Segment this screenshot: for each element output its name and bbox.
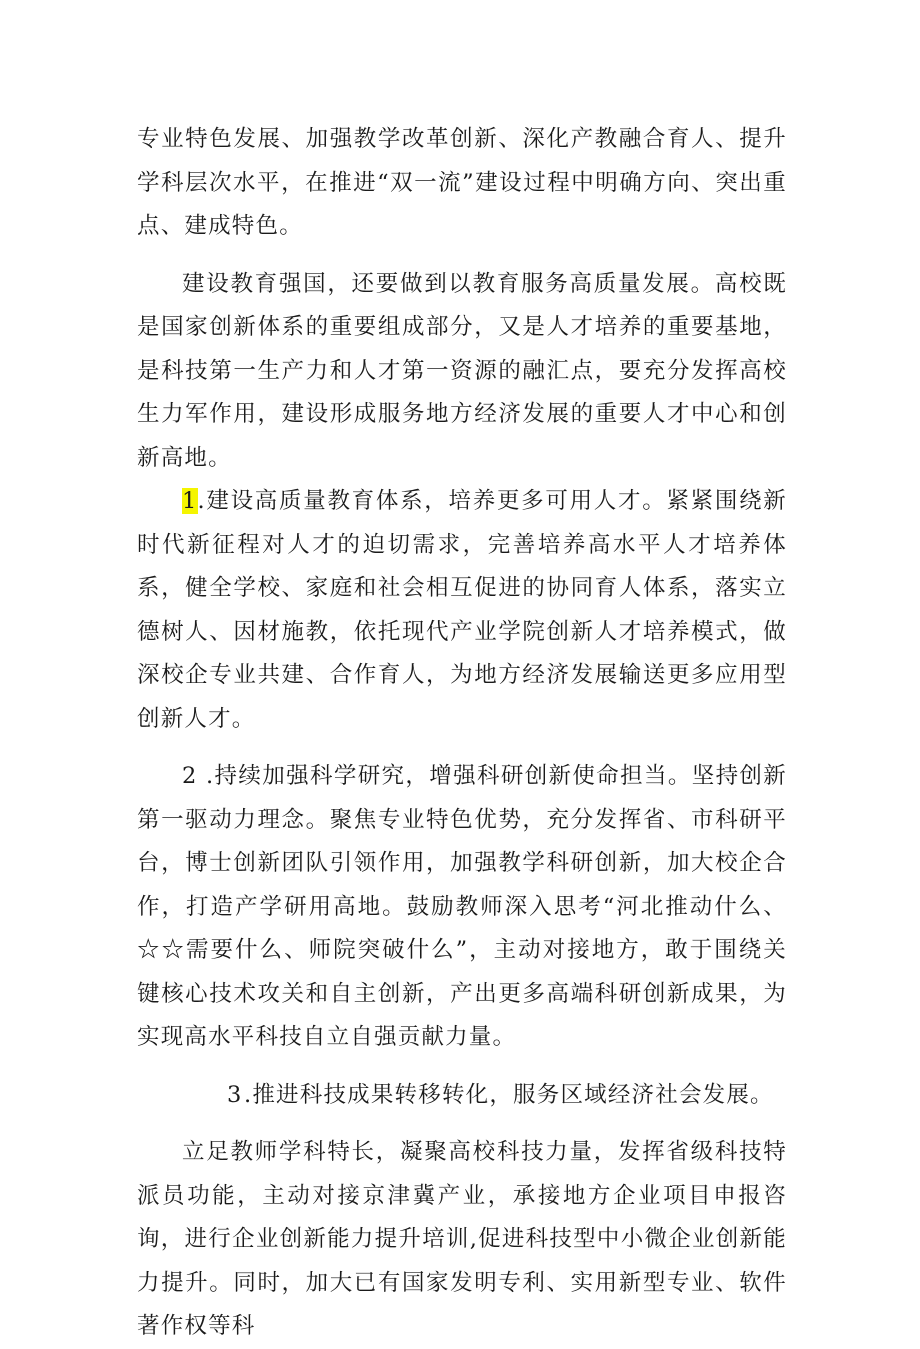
paragraph-item-2: 2 .持续加强科学研究，增强科研创新使命担当。坚持创新第一驱动力理念。聚焦专业特色优势，充分发挥省、市科研平台，博士创新团队引领作用，加强教学科研创新，加大校企合作，打造产学研用高地。鼓励教师深入思考“河北推动什么、☆☆需要什么、师院突破什么”，主动对接地方，敢于围绕关键核心技术攻关和自主创新，产出更多高端科研创新成果，为实现高水平科技自立自强贡献力量。 <box>137 763 787 1050</box>
paragraph-item-3-heading <box>137 1074 787 1118</box>
item-3-text: .推进科技成果转移转化，服务区域经济社会发展。 <box>244 1081 774 1108</box>
paragraph-continuation: 专业特色发展、加强教学改革创新、深化产教融合育人、提升学科层次水平，在推进“双一流”建设过程中明确方向、突出重点、建成特色。 <box>137 126 787 239</box>
paragraph-education-power: 建设教育强国，还要做到以教育服务高质量发展。高校既是国家创新体系的重要组成部分，又是人才培养的重要基地，是科技第一生产力和人才第一资源的融汇点，要充分发挥高校生力军作用，建设形成服务地方经济发展的重要人才中心和创新高地。 <box>137 270 787 471</box>
paragraph-item-3-body: 立足教师学科特长，凝聚高校科技力量，发挥省级科技特派员功能，主动对接京津冀产业，承接地方企业项目申报咨询，进行企业创新能力提升培训,促进科技型中小微企业创新能力提升。同时，加大已有国家发明专利、实用新型专业、软件著作权等科 <box>137 1139 787 1339</box>
document-body <box>137 118 787 1349</box>
item-3-number: 3 <box>227 1081 243 1108</box>
item-1-text: .建设高质量教育体系，培养更多可用人才。紧紧围绕新时代新征程对人才的迫切需求，完善培养高水平人才培养体系，健全学校、家庭和社会相互促进的协同育人体系，落实立德树人、因材施教，依托现代产业学院创新人才培养模式，做深校企专业共建、合作育人，为地方经济发展输送更多应用型创新人才。 <box>137 488 787 732</box>
paragraph-item-1 <box>137 480 787 741</box>
highlighted-number: 1 <box>182 488 198 514</box>
